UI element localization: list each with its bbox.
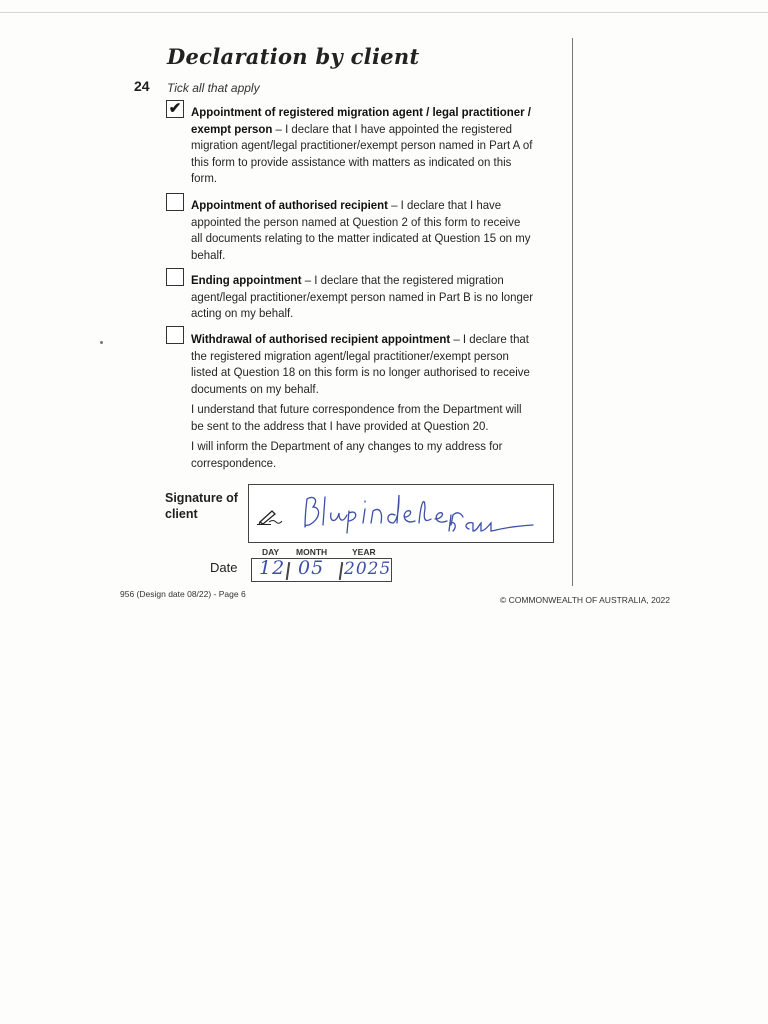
- checkbox-authorised-recipient[interactable]: [166, 193, 184, 211]
- option-title: Appointment of registered migration agent / legal practitioner / exempt person: [191, 105, 531, 136]
- correspondence-paragraph: I understand that future correspondence from the Department will be sent to the address that I have provided at Question 20.: [191, 402, 522, 433]
- option-title: Withdrawal of authorised recipient appointment: [191, 332, 451, 346]
- question-number: 24: [134, 78, 150, 94]
- option-text: – I declare that I have appointed the person named at Question 2 of this form to receive all documents relating to the matter indicated at Question 15 on my behalf.: [191, 198, 531, 262]
- signature-label: Signature of client: [165, 491, 238, 521]
- option-title: Ending appointment: [191, 273, 302, 287]
- footer-copyright: © COMMONWEALTH OF AUSTRALIA, 2022: [500, 595, 670, 605]
- check-mark-icon: ✔: [168, 100, 182, 117]
- day-header: DAY: [262, 547, 280, 557]
- scan-speck: [100, 341, 103, 344]
- pen-icon: [257, 507, 283, 525]
- year-header: YEAR: [352, 547, 376, 557]
- date-year-value: 2025: [344, 559, 392, 579]
- option-title: Appointment of authorised recipient: [191, 198, 388, 212]
- option-text: – I declare that the registered migration agent/legal practitioner/exempt person named in Part B is no longer acting on my behalf.: [191, 273, 534, 320]
- checkbox-ending-appointment[interactable]: [166, 268, 184, 286]
- checkbox-appointment-agent[interactable]: [166, 100, 184, 118]
- scan-top-edge: [0, 12, 768, 13]
- checkbox-withdrawal-recipient[interactable]: [166, 326, 184, 344]
- option-withdrawal-recipient: [191, 331, 533, 471]
- address-change-paragraph: I will inform the Department of any changes to my address for correspondence.: [191, 439, 503, 470]
- date-label: Date: [210, 560, 238, 575]
- instruction-text: Tick all that apply: [167, 81, 260, 95]
- signature-field[interactable]: [248, 484, 554, 543]
- option-authorised-recipient: [191, 197, 533, 263]
- month-header: MONTH: [296, 547, 328, 557]
- option-text: – I declare that the registered migration agent/legal practitioner/exempt person listed at Question 18 on this form is no longer authorised to receive documents on my behalf.: [191, 332, 530, 396]
- date-month-value: 05: [298, 557, 325, 579]
- column-divider: [572, 38, 573, 586]
- section-title: Declaration by client: [167, 44, 420, 69]
- date-day-value: 12: [259, 557, 286, 579]
- option-text: – I declare that I have appointed the registered migration agent/legal practitioner/exempt person named in Part A of this form to provide assistance with matters as indicated on this form.: [191, 121, 533, 185]
- footer-form-code: 956 (Design date 08/22) - Page 6: [120, 589, 246, 599]
- option-ending-appointment: [191, 272, 533, 322]
- option-appointment-agent: [191, 104, 533, 187]
- handwritten-signature: [299, 491, 539, 539]
